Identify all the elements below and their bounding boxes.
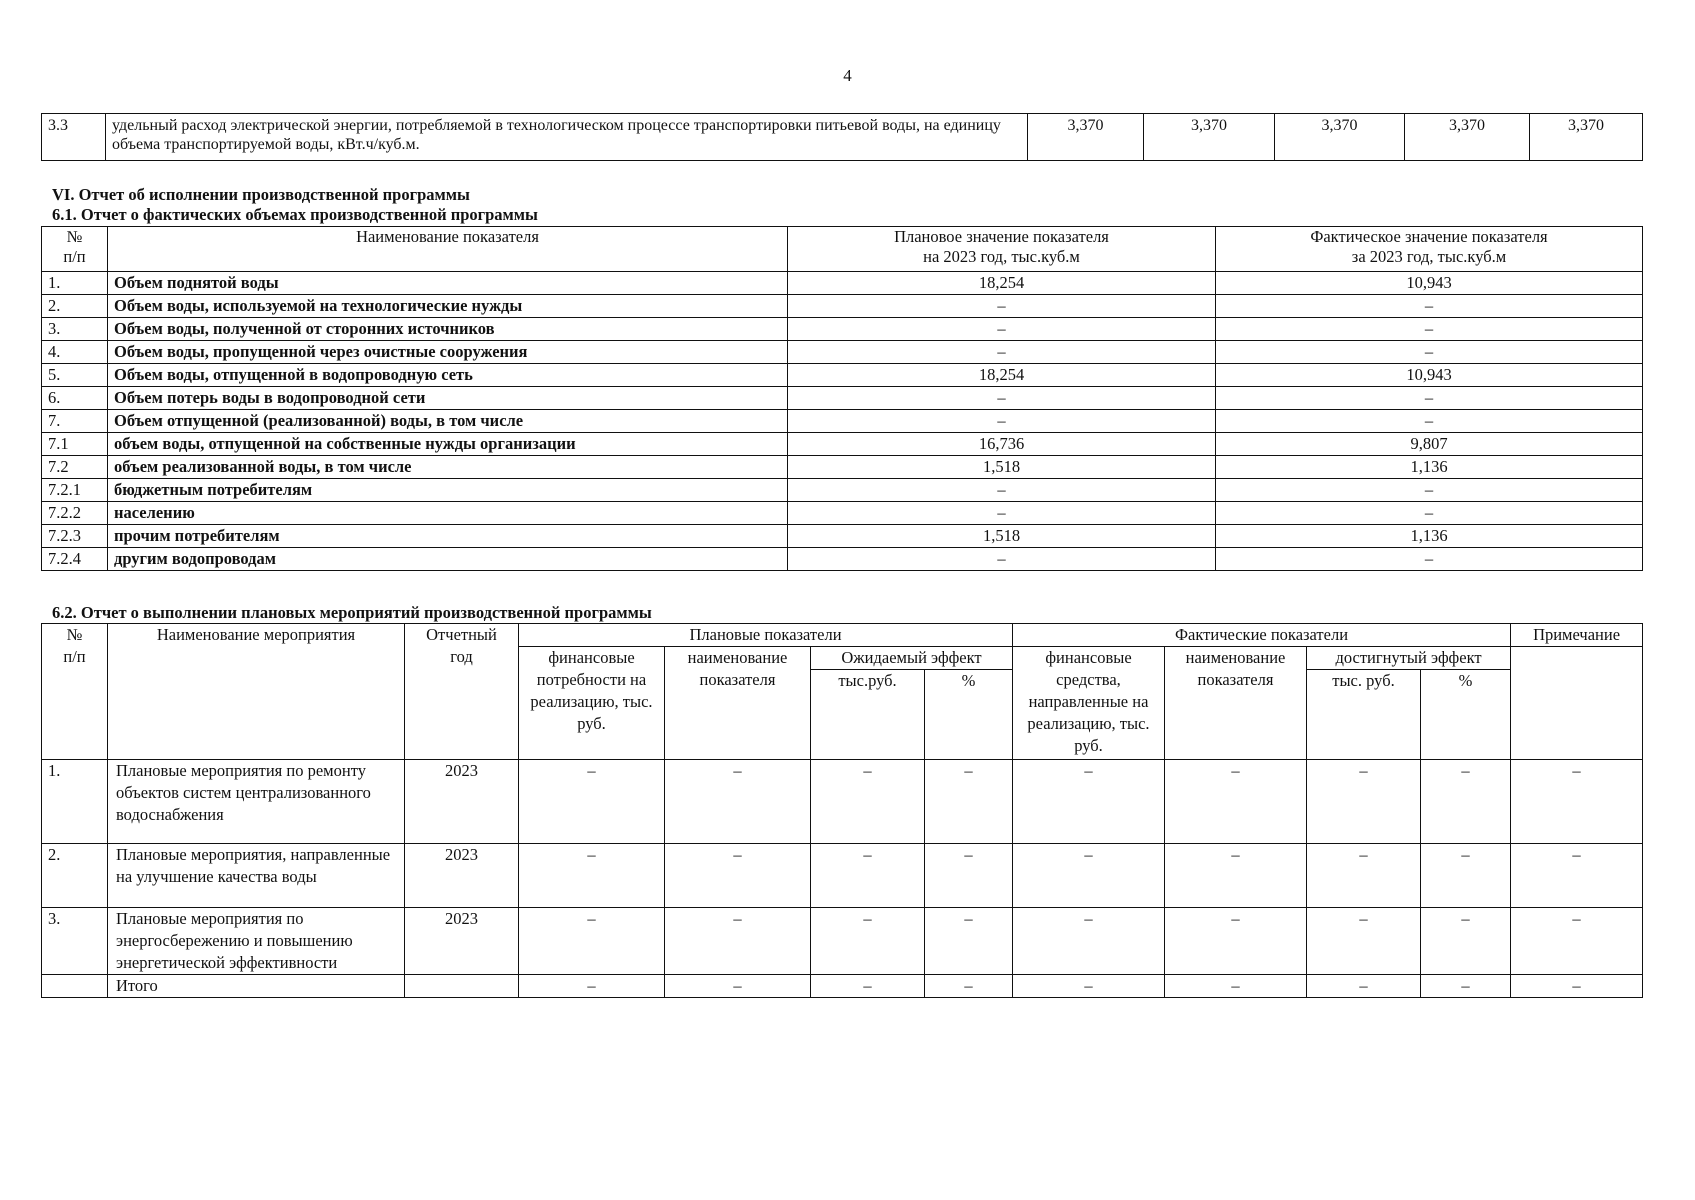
row-name: Итого: [108, 975, 405, 998]
row-fact-value: 1,136: [1216, 525, 1643, 548]
table-row: [42, 114, 1643, 161]
row-cell: –: [1421, 844, 1511, 908]
row-number: 4.: [42, 341, 108, 364]
row-value: 3,370: [1028, 114, 1144, 161]
table-row: [42, 341, 1643, 364]
row-cell: –: [1013, 908, 1165, 975]
row-plan-value: –: [788, 502, 1216, 525]
row-fact-value: –: [1216, 318, 1643, 341]
row-plan-value: 18,254: [788, 364, 1216, 387]
row-name: Объем воды, отпущенной в водопроводную сеть: [108, 364, 788, 387]
row-name: удельный расход электрической энергии, потребляемой в технологическом процессе транспортировки питьевой воды, на единицу объема транспортируемой воды, кВт.ч/куб.м.: [106, 114, 1028, 161]
row-cell: –: [811, 908, 925, 975]
row-number: [42, 975, 108, 998]
row-number: 5.: [42, 364, 108, 387]
row-name: Плановые мероприятия по ремонту объектов систем централизованного водоснабжения: [108, 760, 405, 844]
table-row: [42, 387, 1643, 410]
row-number: 6.: [42, 387, 108, 410]
row-number: 3.3: [42, 114, 106, 161]
row-cell: –: [1307, 844, 1421, 908]
table-row: [42, 295, 1643, 318]
row-number: 1.: [42, 272, 108, 295]
table-row: [42, 433, 1643, 456]
col-header-num: № п/п: [42, 624, 108, 760]
row-plan-value: –: [788, 479, 1216, 502]
row-cell: –: [1013, 760, 1165, 844]
row-year: [405, 975, 519, 998]
col-header-ach-rub: тыс. руб.: [1307, 670, 1421, 760]
row-name: Объем воды, пропущенной через очистные сооружения: [108, 341, 788, 364]
planned-activities-table: [41, 623, 1643, 998]
table-row: [42, 479, 1643, 502]
col-header-actual: Фактические показатели: [1013, 624, 1511, 647]
row-fact-value: –: [1216, 502, 1643, 525]
row-fact-value: –: [1216, 410, 1643, 433]
row-number: 7.2: [42, 456, 108, 479]
row-cell: –: [519, 844, 665, 908]
col-header-ach-pct: %: [1421, 670, 1511, 760]
row-cell: –: [1511, 844, 1643, 908]
col-header-fact: Фактическое значение показателя за 2023 год, тыс.куб.м: [1216, 227, 1643, 272]
row-cell: –: [665, 760, 811, 844]
col-header-num: № п/п: [42, 227, 108, 272]
table-row: [42, 908, 1643, 975]
row-number: 2.: [42, 295, 108, 318]
row-fact-value: –: [1216, 295, 1643, 318]
row-cell: –: [811, 844, 925, 908]
row-cell: –: [1165, 975, 1307, 998]
col-header-note: Примечание: [1511, 624, 1643, 647]
row-cell: –: [519, 760, 665, 844]
row-cell: –: [1013, 975, 1165, 998]
col-header-exp-rub: тыс.руб.: [811, 670, 925, 760]
row-cell: –: [1421, 908, 1511, 975]
row-number: 7.2.3: [42, 525, 108, 548]
row-value: 3,370: [1405, 114, 1530, 161]
row-cell: –: [925, 760, 1013, 844]
row-fact-value: 9,807: [1216, 433, 1643, 456]
row-plan-value: 1,518: [788, 456, 1216, 479]
table-row: [42, 272, 1643, 295]
row-cell: –: [811, 975, 925, 998]
row-plan-value: 16,736: [788, 433, 1216, 456]
row-cell: –: [519, 908, 665, 975]
table61-title: 6.1. Отчет о фактических объемах производственной программы: [52, 205, 538, 224]
col-header-name: Наименование мероприятия: [108, 624, 405, 760]
row-fact-value: –: [1216, 341, 1643, 364]
row-cell: –: [925, 975, 1013, 998]
table-row: [42, 318, 1643, 341]
row-cell: –: [1307, 760, 1421, 844]
row-plan-value: –: [788, 341, 1216, 364]
row-number: 7.2.1: [42, 479, 108, 502]
row-cell: –: [811, 760, 925, 844]
col-header-year: Отчетный год: [405, 624, 519, 760]
row-number: 7.: [42, 410, 108, 433]
col-header-achieved-effect: достигнутый эффект: [1307, 647, 1511, 670]
row-cell: –: [1013, 844, 1165, 908]
row-value: 3,370: [1275, 114, 1405, 161]
row-name: Объем отпущенной (реализованной) воды, в том числе: [108, 410, 788, 433]
row-name: Объем поднятой воды: [108, 272, 788, 295]
table-row: [42, 410, 1643, 433]
table-row: [42, 975, 1643, 998]
col-header-plan: Плановое значение показателя на 2023 год, тыс.куб.м: [788, 227, 1216, 272]
table-row: [42, 548, 1643, 571]
row-name: Объем воды, полученной от сторонних источников: [108, 318, 788, 341]
row-name: объем воды, отпущенной на собственные нужды организации: [108, 433, 788, 456]
row-cell: –: [665, 908, 811, 975]
table-header-row: [42, 624, 1643, 647]
row-cell: –: [1511, 975, 1643, 998]
row-value: 3,370: [1530, 114, 1643, 161]
row-cell: –: [1165, 908, 1307, 975]
row-cell: –: [1307, 908, 1421, 975]
table-row: [42, 844, 1643, 908]
col-header-expected-effect: Ожидаемый эффект: [811, 647, 1013, 670]
row-name: населению: [108, 502, 788, 525]
row-plan-value: 18,254: [788, 272, 1216, 295]
row-name: другим водопроводам: [108, 548, 788, 571]
row-cell: –: [1511, 760, 1643, 844]
row-fact-value: 10,943: [1216, 272, 1643, 295]
row-fact-value: –: [1216, 548, 1643, 571]
row-plan-value: –: [788, 318, 1216, 341]
row-plan-value: –: [788, 387, 1216, 410]
row-cell: –: [1421, 975, 1511, 998]
col-header-exp-pct: %: [925, 670, 1013, 760]
col-header-fact-indicator: наименование показателя: [1165, 647, 1307, 760]
row-number: 7.2.2: [42, 502, 108, 525]
row-number: 7.2.4: [42, 548, 108, 571]
row-cell: –: [1165, 760, 1307, 844]
section-title: VI. Отчет об исполнении производственной программы: [52, 185, 470, 204]
row-cell: –: [665, 975, 811, 998]
row-cell: –: [519, 975, 665, 998]
row-name: Плановые мероприятия по энергосбережению и повышению энергетической эффективности: [108, 908, 405, 975]
row-year: 2023: [405, 844, 519, 908]
row-cell: –: [1165, 844, 1307, 908]
row-cell: –: [665, 844, 811, 908]
table-row: [42, 502, 1643, 525]
row-fact-value: –: [1216, 479, 1643, 502]
row-plan-value: –: [788, 410, 1216, 433]
table-row: [42, 364, 1643, 387]
row-cell: –: [1307, 975, 1421, 998]
row-name: Объем воды, используемой на технологические нужды: [108, 295, 788, 318]
table-header-row: [42, 227, 1643, 272]
row-number: 1.: [42, 760, 108, 844]
table62-title: 6.2. Отчет о выполнении плановых мероприятий производственной программы: [52, 603, 652, 622]
row-fact-value: 1,136: [1216, 456, 1643, 479]
col-header-fin-spent: финансовые средства, направленные на реализацию, тыс. руб.: [1013, 647, 1165, 760]
table-row: [42, 525, 1643, 548]
col-header-plan-indicator: наименование показателя: [665, 647, 811, 760]
table-row: [42, 456, 1643, 479]
row-name: объем реализованной воды, в том числе: [108, 456, 788, 479]
row-name: Плановые мероприятия, направленные на улучшение качества воды: [108, 844, 405, 908]
row-number: 7.1: [42, 433, 108, 456]
row-number: 3.: [42, 318, 108, 341]
row-plan-value: 1,518: [788, 525, 1216, 548]
col-header-name: Наименование показателя: [108, 227, 788, 272]
table-row: [42, 760, 1643, 844]
row-number: 2.: [42, 844, 108, 908]
row-cell: –: [1421, 760, 1511, 844]
col-header-planned: Плановые показатели: [519, 624, 1013, 647]
row-number: 3.: [42, 908, 108, 975]
indicator-table-continuation: [41, 113, 1643, 161]
row-fact-value: –: [1216, 387, 1643, 410]
row-name: Объем потерь воды в водопроводной сети: [108, 387, 788, 410]
row-cell: –: [925, 844, 1013, 908]
row-cell: –: [925, 908, 1013, 975]
col-header-note-empty: [1511, 647, 1643, 760]
row-cell: –: [1511, 908, 1643, 975]
row-plan-value: –: [788, 295, 1216, 318]
row-name: бюджетным потребителям: [108, 479, 788, 502]
col-header-fin-needs: финансовые потребности на реализацию, тыс. руб.: [519, 647, 665, 760]
row-name: прочим потребителям: [108, 525, 788, 548]
page-number: 4: [843, 66, 852, 85]
row-year: 2023: [405, 760, 519, 844]
row-year: 2023: [405, 908, 519, 975]
row-value: 3,370: [1144, 114, 1275, 161]
row-plan-value: –: [788, 548, 1216, 571]
row-fact-value: 10,943: [1216, 364, 1643, 387]
production-volumes-table: [41, 226, 1643, 571]
